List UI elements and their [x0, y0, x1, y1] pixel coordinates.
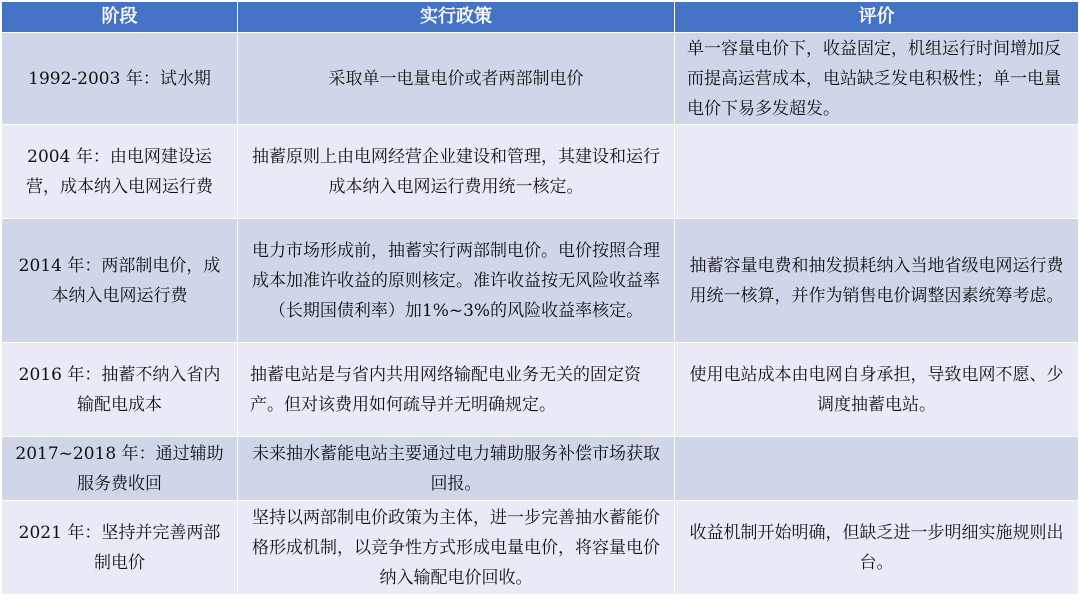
evaluation-cell: 抽蓄容量电费和抽发损耗纳入当地省级电网运行费用统一核算，并作为销售电价调整因素统筹考虑。: [675, 219, 1079, 343]
stage-cell: 2016 年：抽蓄不纳入省内输配电成本: [2, 343, 238, 437]
table-row: [2, 125, 1079, 219]
stage-cell: 2021 年：坚持并完善两部制电价: [2, 501, 238, 595]
header-stage: 阶段: [2, 2, 238, 33]
evaluation-cell: [675, 437, 1079, 501]
evaluation-cell: 单一容量电价下，收益固定，机组运行时间增加反而提高运营成本，电站缺乏发电积极性；单一电量电价下易多发超发。: [675, 33, 1079, 125]
stage-cell: 2017~2018 年：通过辅助服务费收回: [2, 437, 238, 501]
table-row: [2, 501, 1079, 595]
evaluation-cell: 收益机制开始明确，但缺乏进一步明细实施规则出台。: [675, 501, 1079, 595]
header-evaluation: 评价: [675, 2, 1079, 33]
policy-cell: 抽蓄原则上由电网经营企业建设和管理，其建设和运行成本纳入电网运行费用统一核定。: [238, 125, 675, 219]
evaluation-cell: [675, 125, 1079, 219]
policy-cell: 采取单一电量电价或者两部制电价: [238, 33, 675, 125]
stage-cell: 2014 年：两部制电价，成本纳入电网运行费: [2, 219, 238, 343]
policy-cell: 未来抽水蓄能电站主要通过电力辅助服务补偿市场获取回报。: [238, 437, 675, 501]
stage-cell: 1992-2003 年：试水期: [2, 33, 238, 125]
policy-table: [1, 1, 1079, 595]
policy-cell: 抽蓄电站是与省内共用网络输配电业务无关的固定资产。但对该费用如何疏导并无明确规定。: [238, 343, 675, 437]
stage-cell: 2004 年：由电网建设运营，成本纳入电网运行费: [2, 125, 238, 219]
evaluation-cell: 使用电站成本由电网自身承担，导致电网不愿、少调度抽蓄电站。: [675, 343, 1079, 437]
policy-cell: 坚持以两部制电价政策为主体，进一步完善抽水蓄能价格形成机制，以竞争性方式形成电量电价，将容量电价纳入输配电价回收。: [238, 501, 675, 595]
table-row: [2, 343, 1079, 437]
header-row: [2, 2, 1079, 33]
table-row: [2, 33, 1079, 125]
table-row: [2, 219, 1079, 343]
policy-cell: 电力市场形成前，抽蓄实行两部制电价。电价按照合理成本加准许收益的原则核定。准许收益按无风险收益率（长期国债利率）加1%~3%的风险收益率核定。: [238, 219, 675, 343]
header-policy: 实行政策: [238, 2, 675, 33]
table-row: [2, 437, 1079, 501]
